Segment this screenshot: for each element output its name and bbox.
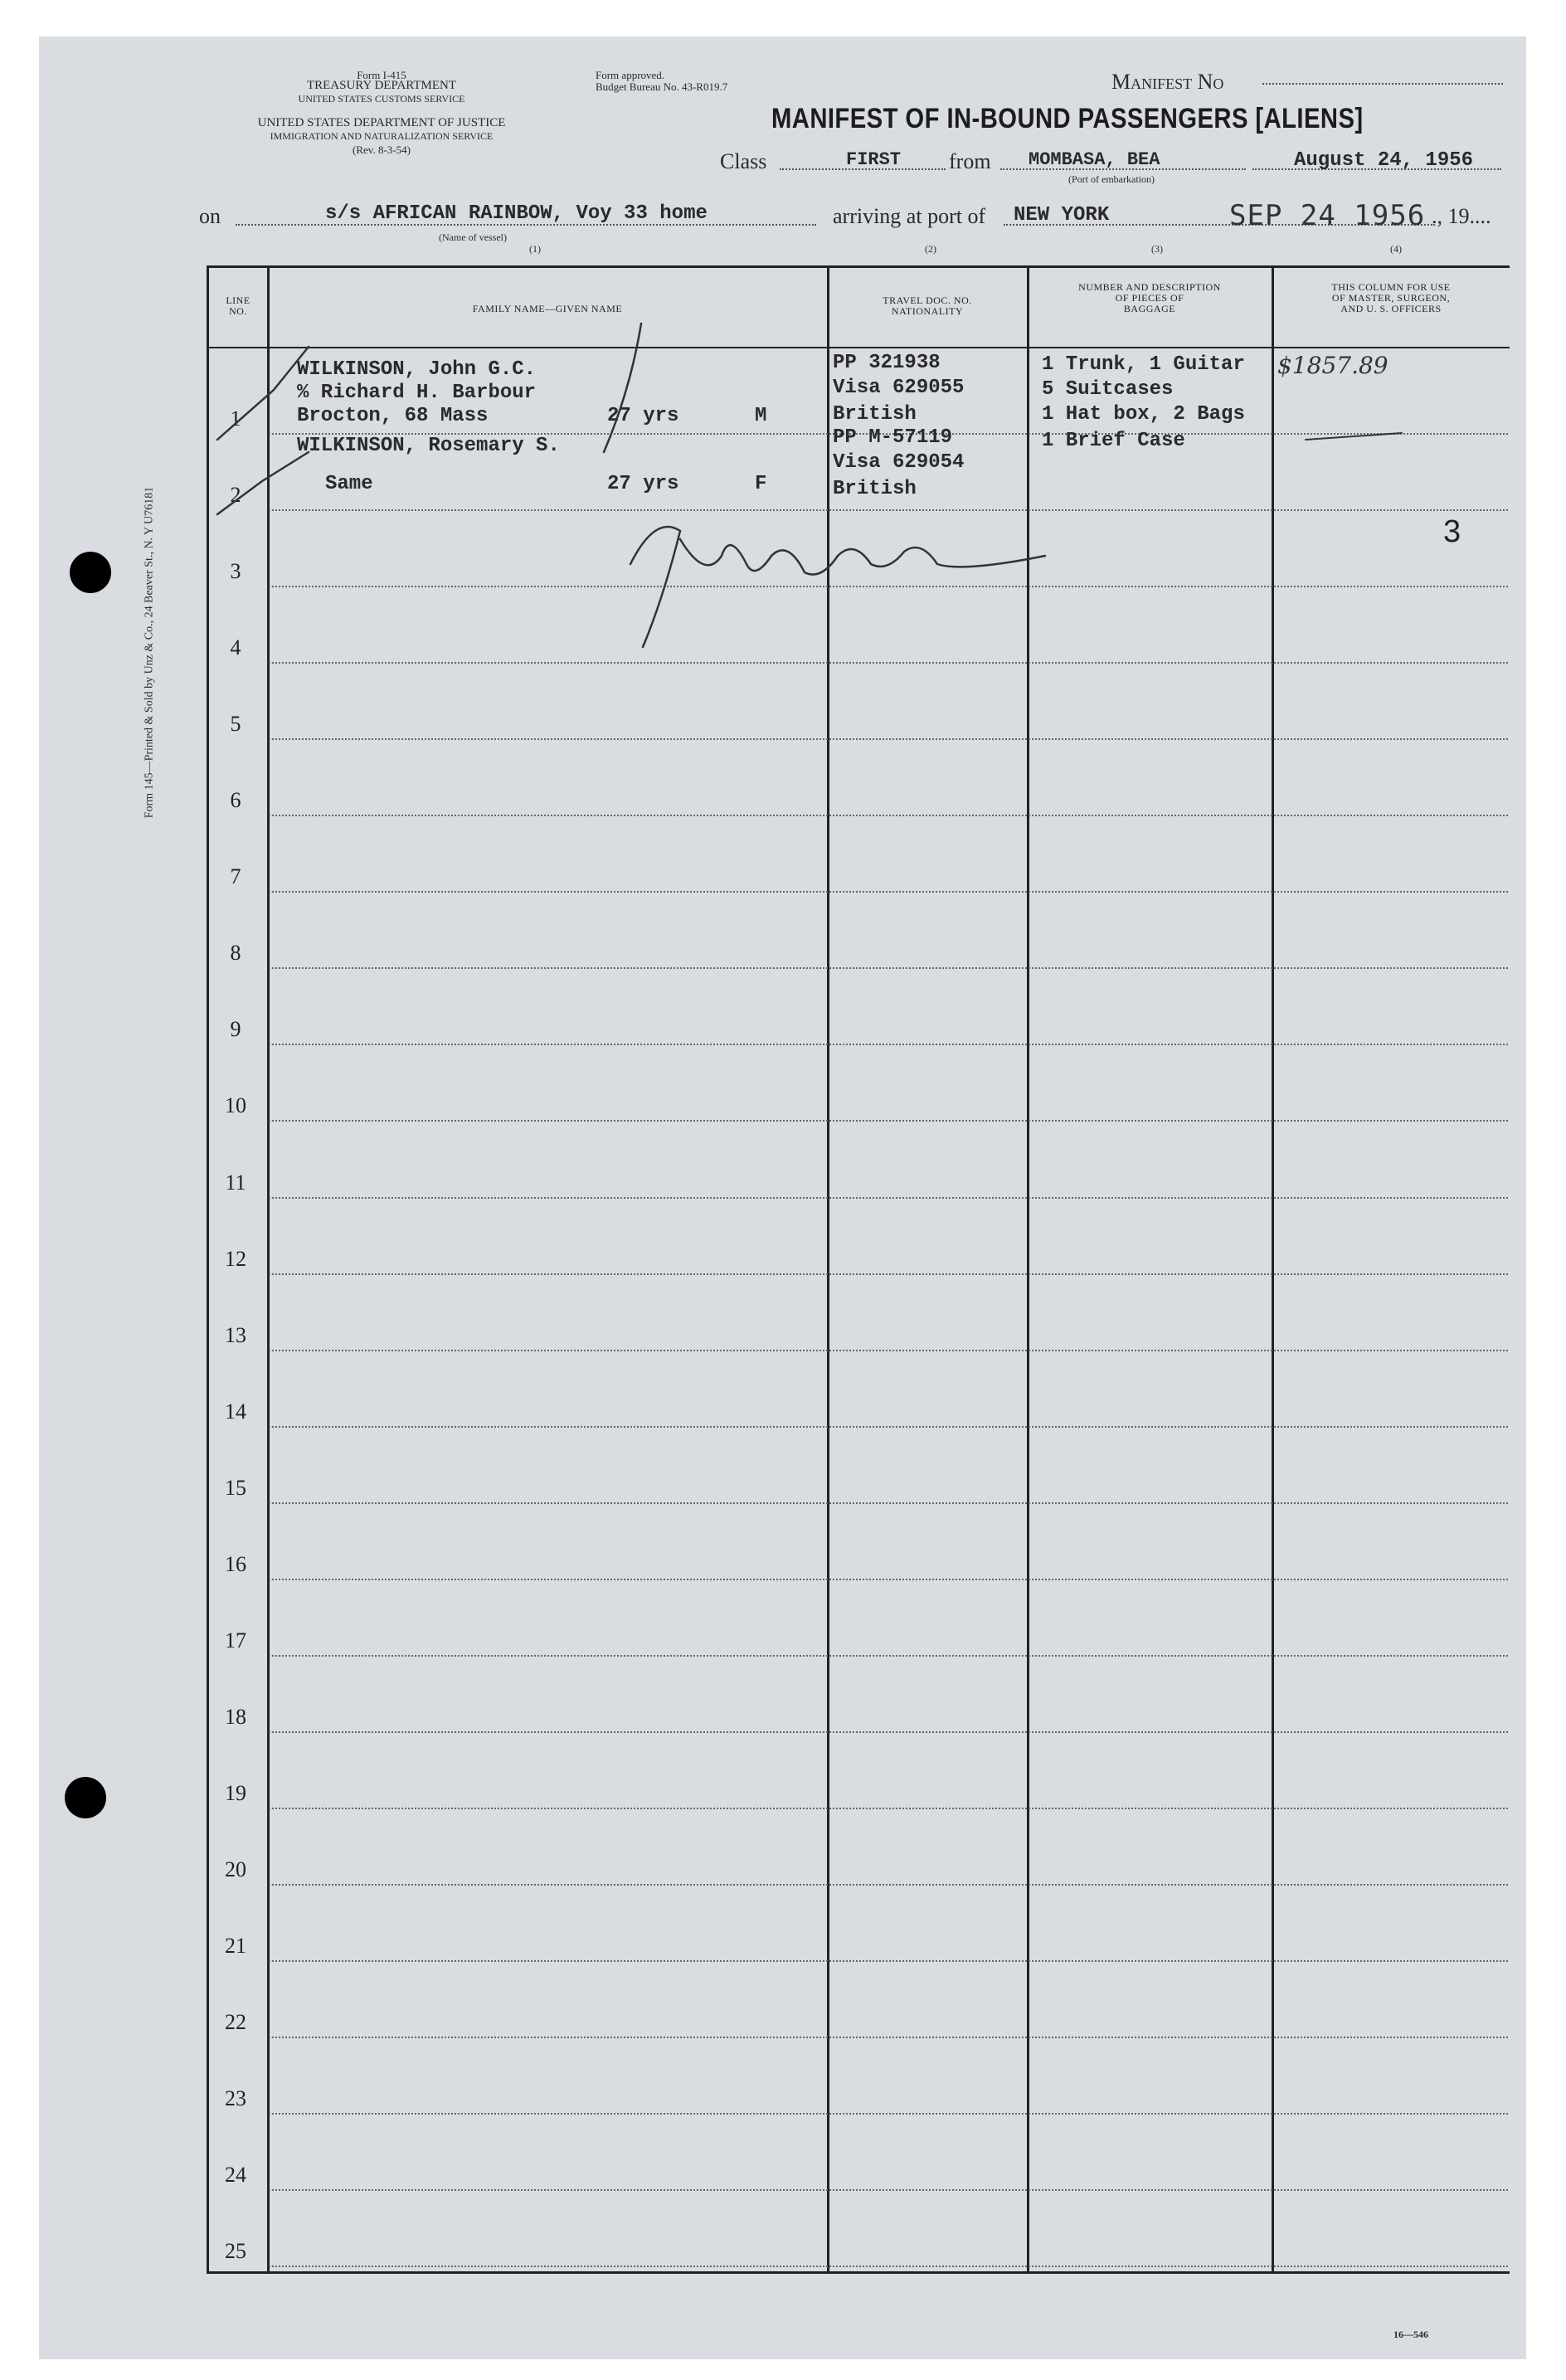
col-header-baggage: NUMBER AND DESCRIPTION OF PIECES OF BAGGAGE	[1078, 281, 1221, 314]
class-label: Class	[720, 149, 767, 173]
line-number: 23	[225, 2086, 246, 2110]
passenger-1-sex: M	[755, 405, 767, 427]
line-number: 5	[230, 712, 241, 736]
line-number: 18	[225, 1705, 246, 1729]
passenger-2-name: WILKINSON, Rosemary S.	[297, 435, 560, 457]
passenger-2-passport: PP M-57119	[833, 426, 953, 449]
line-number: 15	[225, 1476, 246, 1500]
port-of-arrival: NEW YORK	[1014, 204, 1110, 226]
class-value: FIRST	[846, 149, 902, 170]
revision: (Rev. 8-3-54)	[353, 144, 411, 156]
line-number: 6	[230, 788, 241, 812]
col-header-line-no: LINE NO.	[226, 294, 250, 317]
line-number: 13	[225, 1323, 246, 1347]
col-header-officers: THIS COLUMN FOR USE OF MASTER, SURGEON, AND U. S. OFFICERS	[1331, 281, 1451, 314]
passenger-1-passport: PP 321938	[833, 352, 941, 374]
col-num-3: (3)	[1151, 243, 1163, 255]
line-number: 4	[230, 635, 241, 659]
manifest-title: MANIFEST OF IN-BOUND PASSENGERS [ALIENS]	[771, 103, 1364, 134]
port-of-embarkation: MOMBASA, BEA	[1029, 149, 1160, 170]
manifest-no-label: Manifest No	[1111, 70, 1224, 94]
passenger-1-age: 27 yrs	[607, 405, 679, 427]
line-number: 16	[225, 1552, 246, 1576]
col-header-travel-doc: TRAVEL DOC. NO. NATIONALITY	[883, 294, 972, 317]
arriving-label: arriving at port of	[833, 204, 986, 228]
officer-note-count: 3	[1443, 514, 1461, 549]
col-header-name: FAMILY NAME—GIVEN NAME	[472, 303, 623, 314]
line-number: 1	[230, 406, 241, 431]
port-caption: (Port of embarkation)	[1068, 173, 1155, 185]
treasury-department: TREASURY DEPARTMENT	[306, 79, 457, 92]
line-number: 8	[230, 941, 241, 965]
passenger-1-nationality: British	[833, 403, 917, 426]
form-footer-code: 16—546	[1393, 2329, 1428, 2340]
col-num-4: (4)	[1390, 243, 1402, 255]
vessel-caption: (Name of vessel)	[439, 231, 507, 243]
line-number: 20	[225, 1857, 246, 1881]
line-number: 2	[230, 483, 241, 507]
justice-department: UNITED STATES DEPARTMENT OF JUSTICE	[257, 116, 506, 129]
passenger-2-sex: F	[755, 473, 767, 495]
col-num-1: (1)	[529, 243, 541, 255]
arrival-stamp: SEP 24 1956	[1229, 199, 1426, 232]
line-number: 12	[225, 1247, 246, 1271]
customs-service: UNITED STATES CUSTOMS SERVICE	[298, 93, 465, 105]
officer-note-amount: $1857.89	[1277, 352, 1388, 379]
on-label: on	[199, 204, 221, 228]
immigration-service: IMMIGRATION AND NATURALIZATION SERVICE	[270, 130, 494, 142]
baggage-line-1: 1 Trunk, 1 Guitar	[1042, 353, 1245, 376]
baggage-line-3: 1 Hat box, 2 Bags	[1042, 403, 1245, 426]
line-number: 14	[225, 1399, 246, 1424]
passenger-1-name: WILKINSON, John G.C.	[297, 358, 537, 381]
form-approved: Form approved.	[596, 69, 665, 81]
form-number: Form I-415	[357, 69, 406, 81]
from-label: from	[949, 149, 991, 173]
baggage-line-2: 5 Suitcases	[1042, 378, 1174, 401]
year-label: ., 19....	[1432, 204, 1491, 228]
line-number: 19	[225, 1781, 246, 1805]
passenger-2-address: Same	[325, 473, 373, 495]
line-number: 10	[225, 1093, 246, 1117]
line-number: 9	[230, 1017, 241, 1041]
budget-bureau: Budget Bureau No. 43-R019.7	[596, 80, 728, 93]
baggage-line-4: 1 Brief Case	[1042, 430, 1185, 452]
passenger-1-visa: Visa 629055	[833, 377, 965, 399]
col-num-2: (2)	[925, 243, 936, 255]
line-number: 11	[225, 1171, 246, 1195]
line-number: 22	[225, 2010, 246, 2034]
line-number: 7	[230, 864, 241, 888]
passenger-1-address: Brocton, 68 Mass	[297, 405, 489, 427]
passenger-1-care-of: % Richard H. Barbour	[297, 382, 537, 404]
line-number: 25	[225, 2239, 246, 2263]
line-number: 3	[230, 559, 241, 583]
passenger-2-visa: Visa 629054	[833, 451, 965, 474]
line-number: 24	[225, 2163, 246, 2187]
vessel-name: s/s AFRICAN RAINBOW, Voy 33 home	[325, 202, 708, 225]
printer-imprint: Form 145—Printed & Sold by Unz & Co., 24 Beaver St., N. Y U76181	[143, 486, 156, 819]
line-number: 21	[225, 1934, 246, 1958]
passenger-2-age: 27 yrs	[607, 473, 679, 495]
line-number: 17	[225, 1628, 246, 1652]
embarkation-date: August 24, 1956	[1294, 149, 1474, 172]
passenger-2-nationality: British	[833, 478, 917, 500]
